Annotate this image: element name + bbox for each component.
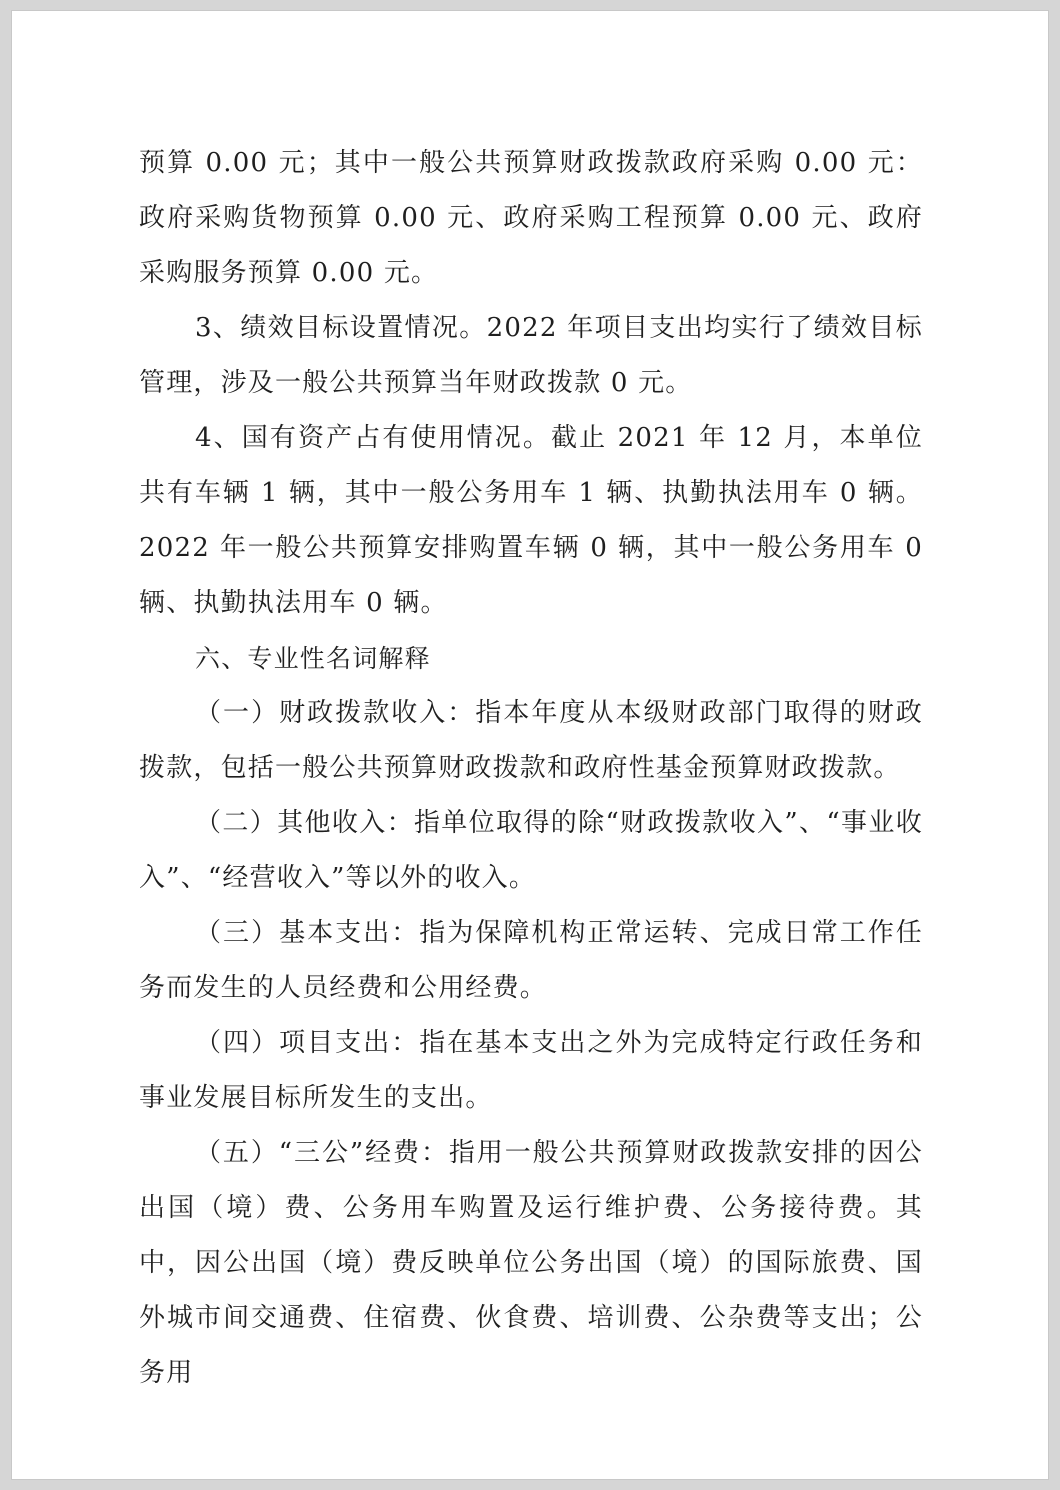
section-heading-terms: 六、专业性名词解释 <box>195 644 431 673</box>
definition-project-expenditure: （四）项目支出：指在基本支出之外为完成特定行政任务和事业发展目标所发生的支出。 <box>139 1028 923 1113</box>
document-body <box>139 136 923 1401</box>
paragraph-performance-targets: 3、绩效目标设置情况。2022 年项目支出均实行了绩效目标管理，涉及一般公共预算当年财政拨款 0 元。 <box>139 313 923 398</box>
definition-three-public-expenses: （五）“三公”经费：指用一般公共预算财政拨款安排的因公出国（境）费、公务用车购置及运行维护费、公务接待费。其中，因公出国（境）费反映单位公务出国（境）的国际旅费、国外城市间交通费、住宿费、伙食费、培训费、公杂费等支出；公务用 <box>139 1138 923 1388</box>
paragraph-procurement-budget: 预算 0.00 元；其中一般公共预算财政拨款政府采购 0.00 元：政府采购货物预算 0.00 元、政府采购工程预算 0.00 元、政府采购服务预算 0.00 元。 <box>139 148 923 288</box>
paragraph-state-assets: 4、国有资产占有使用情况。截止 2021 年 12 月，本单位共有车辆 1 辆，其中一般公务用车 1 辆、执勤执法用车 0 辆。2022 年一般公共预算安排购置车辆 0 辆，其中一般公务用车 0 辆、执勤执法用车 0 辆。 <box>139 423 923 618</box>
definition-basic-expenditure: （三）基本支出：指为保障机构正常运转、完成日常工作任务而发生的人员经费和公用经费。 <box>139 918 923 1003</box>
document-page <box>11 10 1049 1480</box>
definition-other-income: （二）其他收入：指单位取得的除“财政拨款收入”、“事业收入”、“经营收入”等以外的收入。 <box>139 808 923 893</box>
definition-fiscal-appropriation-income: （一）财政拨款收入：指本年度从本级财政部门取得的财政拨款，包括一般公共预算财政拨款和政府性基金预算财政拨款。 <box>139 698 923 783</box>
